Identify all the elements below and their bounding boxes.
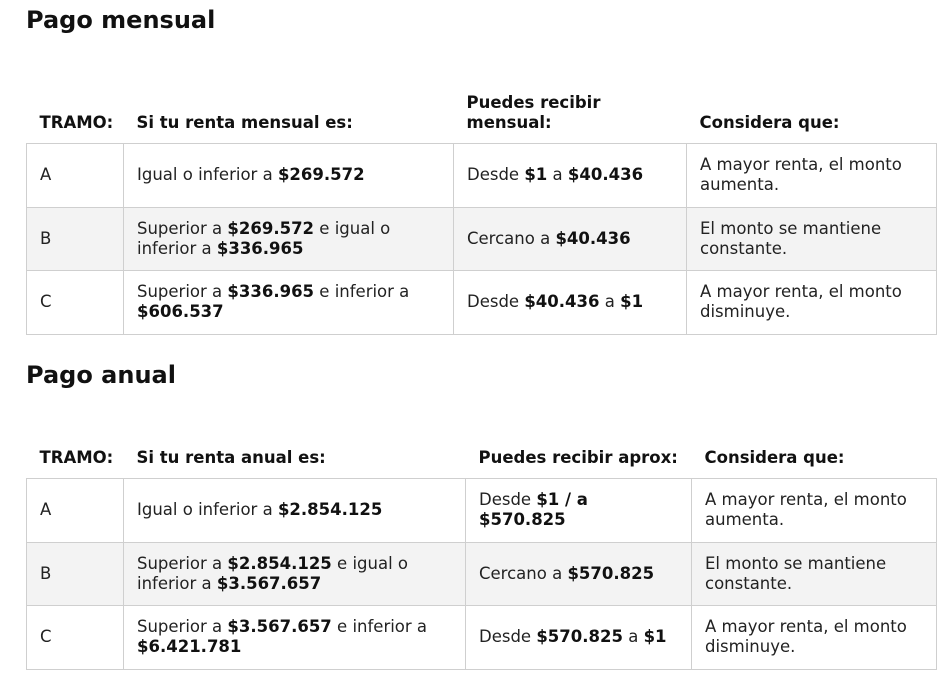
recibir-cell <box>466 478 692 542</box>
header-row <box>27 421 937 478</box>
recibir-cell <box>454 143 687 207</box>
amount-text: $1 <box>524 165 548 184</box>
amount-text: $570.825 <box>567 563 655 583</box>
considera-cell: El monto se mantiene constante. <box>687 207 937 270</box>
header-tramo: TRAMO: <box>39 447 114 467</box>
amount-text: $269.572 <box>227 218 315 238</box>
amount-text: $40.436 <box>567 165 644 184</box>
amount-text: $3.567.657 <box>227 617 332 636</box>
cell-text: Desde <box>479 627 537 646</box>
recibir-cell <box>466 605 692 669</box>
tramo-cell: A <box>27 478 124 542</box>
tramo-cell: B <box>27 207 124 270</box>
section-title: Pago anual <box>26 361 176 389</box>
cell-text: Desde <box>467 165 525 184</box>
tramo-cell: A <box>27 143 124 207</box>
table-row <box>27 605 937 669</box>
renta-cell <box>124 605 466 669</box>
renta-cell <box>124 143 454 207</box>
table-row <box>27 207 937 270</box>
tramo-cell: C <box>27 270 124 334</box>
header-tramo: TRAMO: <box>39 112 114 132</box>
table-row <box>27 478 937 542</box>
recibir-cell <box>454 270 687 334</box>
amount-text: $336.965 <box>216 238 304 258</box>
amount-text: $2.854.125 <box>277 500 383 519</box>
cell-text: Cercano a <box>467 228 556 248</box>
cell-text: e inferior a <box>314 282 410 301</box>
header-considera: Considera que: <box>699 112 840 132</box>
cell-text: Desde <box>467 292 525 311</box>
amount-text: $570.825 <box>536 627 623 646</box>
header-considera: Considera que: <box>704 447 845 467</box>
header-recibir: Puedes recibir mensual: <box>466 92 601 132</box>
amount-text: $1 <box>620 292 644 311</box>
cell-text: a <box>547 165 568 184</box>
renta-cell <box>124 478 466 542</box>
cell-text: a <box>622 627 644 646</box>
cell-text: Superior a <box>137 617 228 636</box>
renta-cell <box>124 542 466 605</box>
cell-text: Igual o inferior a <box>137 165 278 184</box>
cell-text: Desde <box>479 490 537 509</box>
section-title: Pago mensual <box>26 6 216 34</box>
cell-text: Cercano a <box>479 563 568 583</box>
considera-cell: A mayor renta, el monto aumenta. <box>692 478 937 542</box>
amount-text: $6.421.781 <box>137 637 242 656</box>
header-row <box>27 86 937 143</box>
header-recibir: Puedes recibir aprox: <box>478 447 678 467</box>
table-row <box>27 542 937 605</box>
recibir-cell <box>454 207 687 270</box>
table-anual <box>26 421 937 670</box>
considera-cell: A mayor renta, el monto disminuye. <box>692 605 937 669</box>
cell-text: e igual o inferior a <box>137 218 391 258</box>
tramo-cell: B <box>27 542 124 605</box>
header-renta: Si tu renta mensual es: <box>136 112 353 132</box>
tramo-cell: C <box>27 605 124 669</box>
amount-text: $3.567.657 <box>216 573 322 593</box>
cell-text: a <box>599 292 621 311</box>
cell-text: Superior a <box>137 218 228 238</box>
amount-text: $1 / a $570.825 <box>479 490 588 529</box>
considera-cell: El monto se mantiene constante. <box>692 542 937 605</box>
header-renta: Si tu renta anual es: <box>136 447 326 467</box>
renta-cell <box>124 207 454 270</box>
amount-text: $336.965 <box>227 282 315 301</box>
table-row <box>27 143 937 207</box>
cell-text: Igual o inferior a <box>137 500 278 519</box>
cell-text: Superior a <box>137 282 228 301</box>
amount-text: $2.854.125 <box>227 553 332 573</box>
considera-cell: A mayor renta, el monto aumenta. <box>687 143 937 207</box>
cell-text: e igual o inferior a <box>137 553 408 593</box>
cell-text: Superior a <box>137 553 228 573</box>
amount-text: $40.436 <box>524 292 600 311</box>
amount-text: $40.436 <box>555 228 631 248</box>
renta-cell <box>124 270 454 334</box>
considera-cell: A mayor renta, el monto disminuye. <box>687 270 937 334</box>
amount-text: $606.537 <box>137 302 224 321</box>
cell-text: e inferior a <box>331 617 428 636</box>
amount-text: $269.572 <box>277 165 365 184</box>
table-mensual <box>26 86 937 335</box>
amount-text: $1 <box>643 627 667 646</box>
table-row <box>27 270 937 334</box>
recibir-cell <box>466 542 692 605</box>
